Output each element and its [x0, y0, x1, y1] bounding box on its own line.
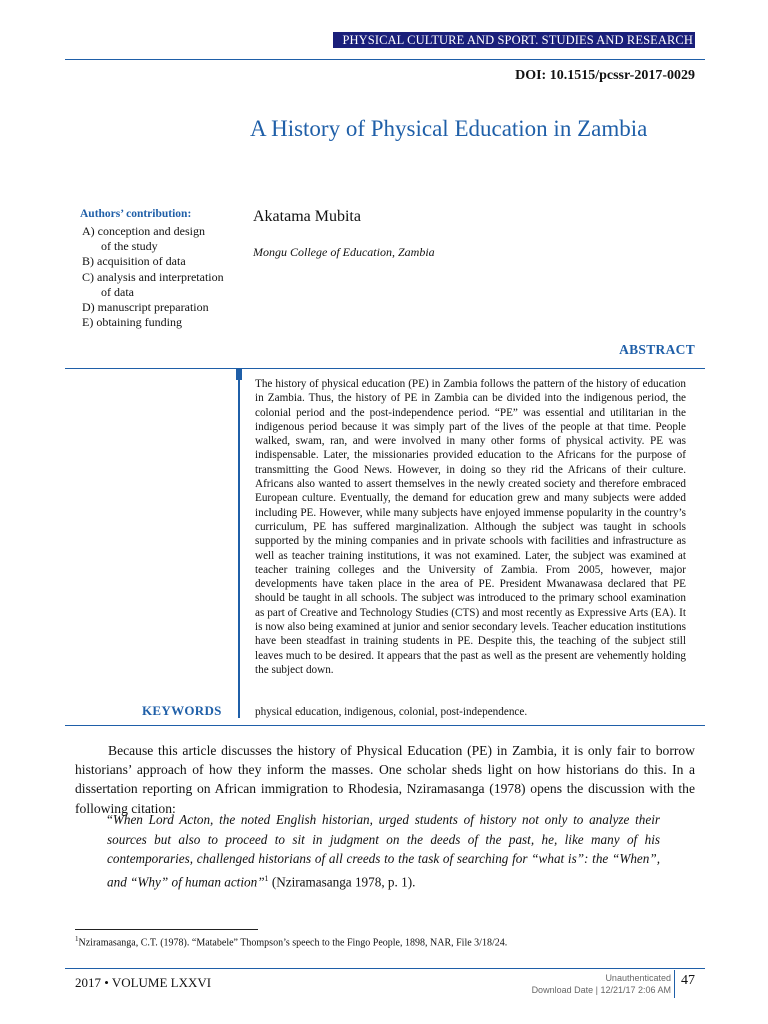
footnote-text: Nziramasanga, C.T. (1978). “Matabele” Thompson’s speech to the Fingo People, 1898, NAR, File 3/18/24. [78, 937, 508, 949]
contribution-item: C) analysis and interpretation [82, 269, 224, 284]
contributions-list [82, 224, 224, 330]
contribution-item: B) acquisition of data [82, 254, 186, 269]
footer-divider [674, 970, 675, 998]
contribution-item: of data [101, 284, 134, 299]
page-number: 47 [681, 973, 695, 988]
article-title: A History of Physical Education in Zambia [250, 116, 648, 141]
footnote-rule [75, 929, 258, 930]
keywords-rule [65, 725, 705, 726]
footer-volume: 2017 • VOLUME LXXVI [75, 975, 212, 990]
footnote [75, 935, 507, 948]
contribution-item: E) obtaining funding [82, 315, 182, 330]
abstract-heading: ABSTRACT [619, 342, 695, 357]
contributions-heading: Authors’ contribution: [80, 208, 192, 220]
header-rule [65, 59, 705, 60]
keywords-heading: KEYWORDS [142, 703, 222, 718]
contribution-item: D) manuscript preparation [82, 300, 209, 315]
author-name: Akatama Mubita [253, 208, 361, 225]
footnote-ref[interactable]: 1 [264, 873, 269, 883]
keywords-text: physical education, indigenous, colonial, post-independence. [255, 706, 528, 718]
abstract-side-bar-cap [236, 368, 242, 380]
abstract-side-bar [238, 368, 240, 718]
author-affiliation: Mongu College of Education, Zambia [253, 245, 435, 259]
doi-label: DOI: 10.1515/pcssr-2017-0029 [515, 68, 695, 83]
download-stamp [532, 972, 671, 996]
body-paragraph: Because this article discusses the history of Physical Education (PE) in Zambia, it is only fair to borrow historians’ approach of how they inform the masses. One scholar sheds light on how historians do this. In a dissertation reporting on African immigration to Rhodesia, Nziramasanga (1978) opens the discussion with the following citation: [75, 743, 695, 816]
contribution-item: of the study [101, 239, 158, 254]
unauthenticated-label: Unauthenticated [605, 973, 671, 983]
footnote-marker: 1 [75, 935, 79, 943]
journal-banner: PHYSICAL CULTURE AND SPORT. STUDIES AND RESEARCH [333, 32, 695, 48]
footer-rule [65, 968, 705, 969]
quote-citation: (Nziramasanga 1978, p. 1). [268, 874, 416, 890]
download-date: Download Date | 12/21/17 2:06 AM [531, 985, 671, 995]
block-quote [107, 810, 660, 892]
abstract-rule [65, 368, 705, 369]
contribution-item: A) conception and design [82, 224, 205, 238]
quote-open-mark: “ [107, 812, 113, 827]
abstract-text: The history of physical education (PE) in Zambia follows the pattern of the history of education in Zambia. Thus, the history of PE in Zambia can be divided into the indigenous period, the colonial period and the post-independence period. “PE” was essential and utilitarian in the indigenous period because it was simply part of the lives of the people at that time. People walked, swam, ran, and were involved in many other forms of physical activity. PE was indispensable. Later, the missionaries provided education to the Africans for the purpose of transmitting the Good News. However, in doing so they rid the Africans of their culture. Africans also wanted to assert themselves in the newly created society and therefore embraced European culture. Eventually, the demand for education grew and many subjects were added including PE. However, while many subjects have enjoyed immense popularity in the country’s curriculum, PE has suffered marginalization. Although the subject was taught in schools supported by the mining companies and in private schools with facilities and infrastructure as well as teacher training institutions, it was not examined. Later, the subject was examined at teacher training colleges and the University of Zambia. From 2005, however, major developments have taken place in the area of PE. President Mwanawasa declared that PE should be taught in all schools. The subject was introduced to the primary school examination as part of Creative and Technology Studies (CTS) and most recently as Expressive Arts (EA). It is now also being examined at junior and senior secondary levels. Teacher education institutions have been steadfast in training students in PE. Despite this, the teaching of the subject still leaves much to be desired. It appears that the past as well as the present are vehemently holding the subject down. [255, 378, 686, 676]
quote-italic-text: When Lord Acton, the noted English historian, urged students of history not only to analyze their sources but also to proceed to sit in judgment on the deeds of the past, he, like many of his contemporaries, challenged historians of all creeds to the task of searching for “what is”: the “When”, and “Why” of human action” [107, 812, 660, 890]
